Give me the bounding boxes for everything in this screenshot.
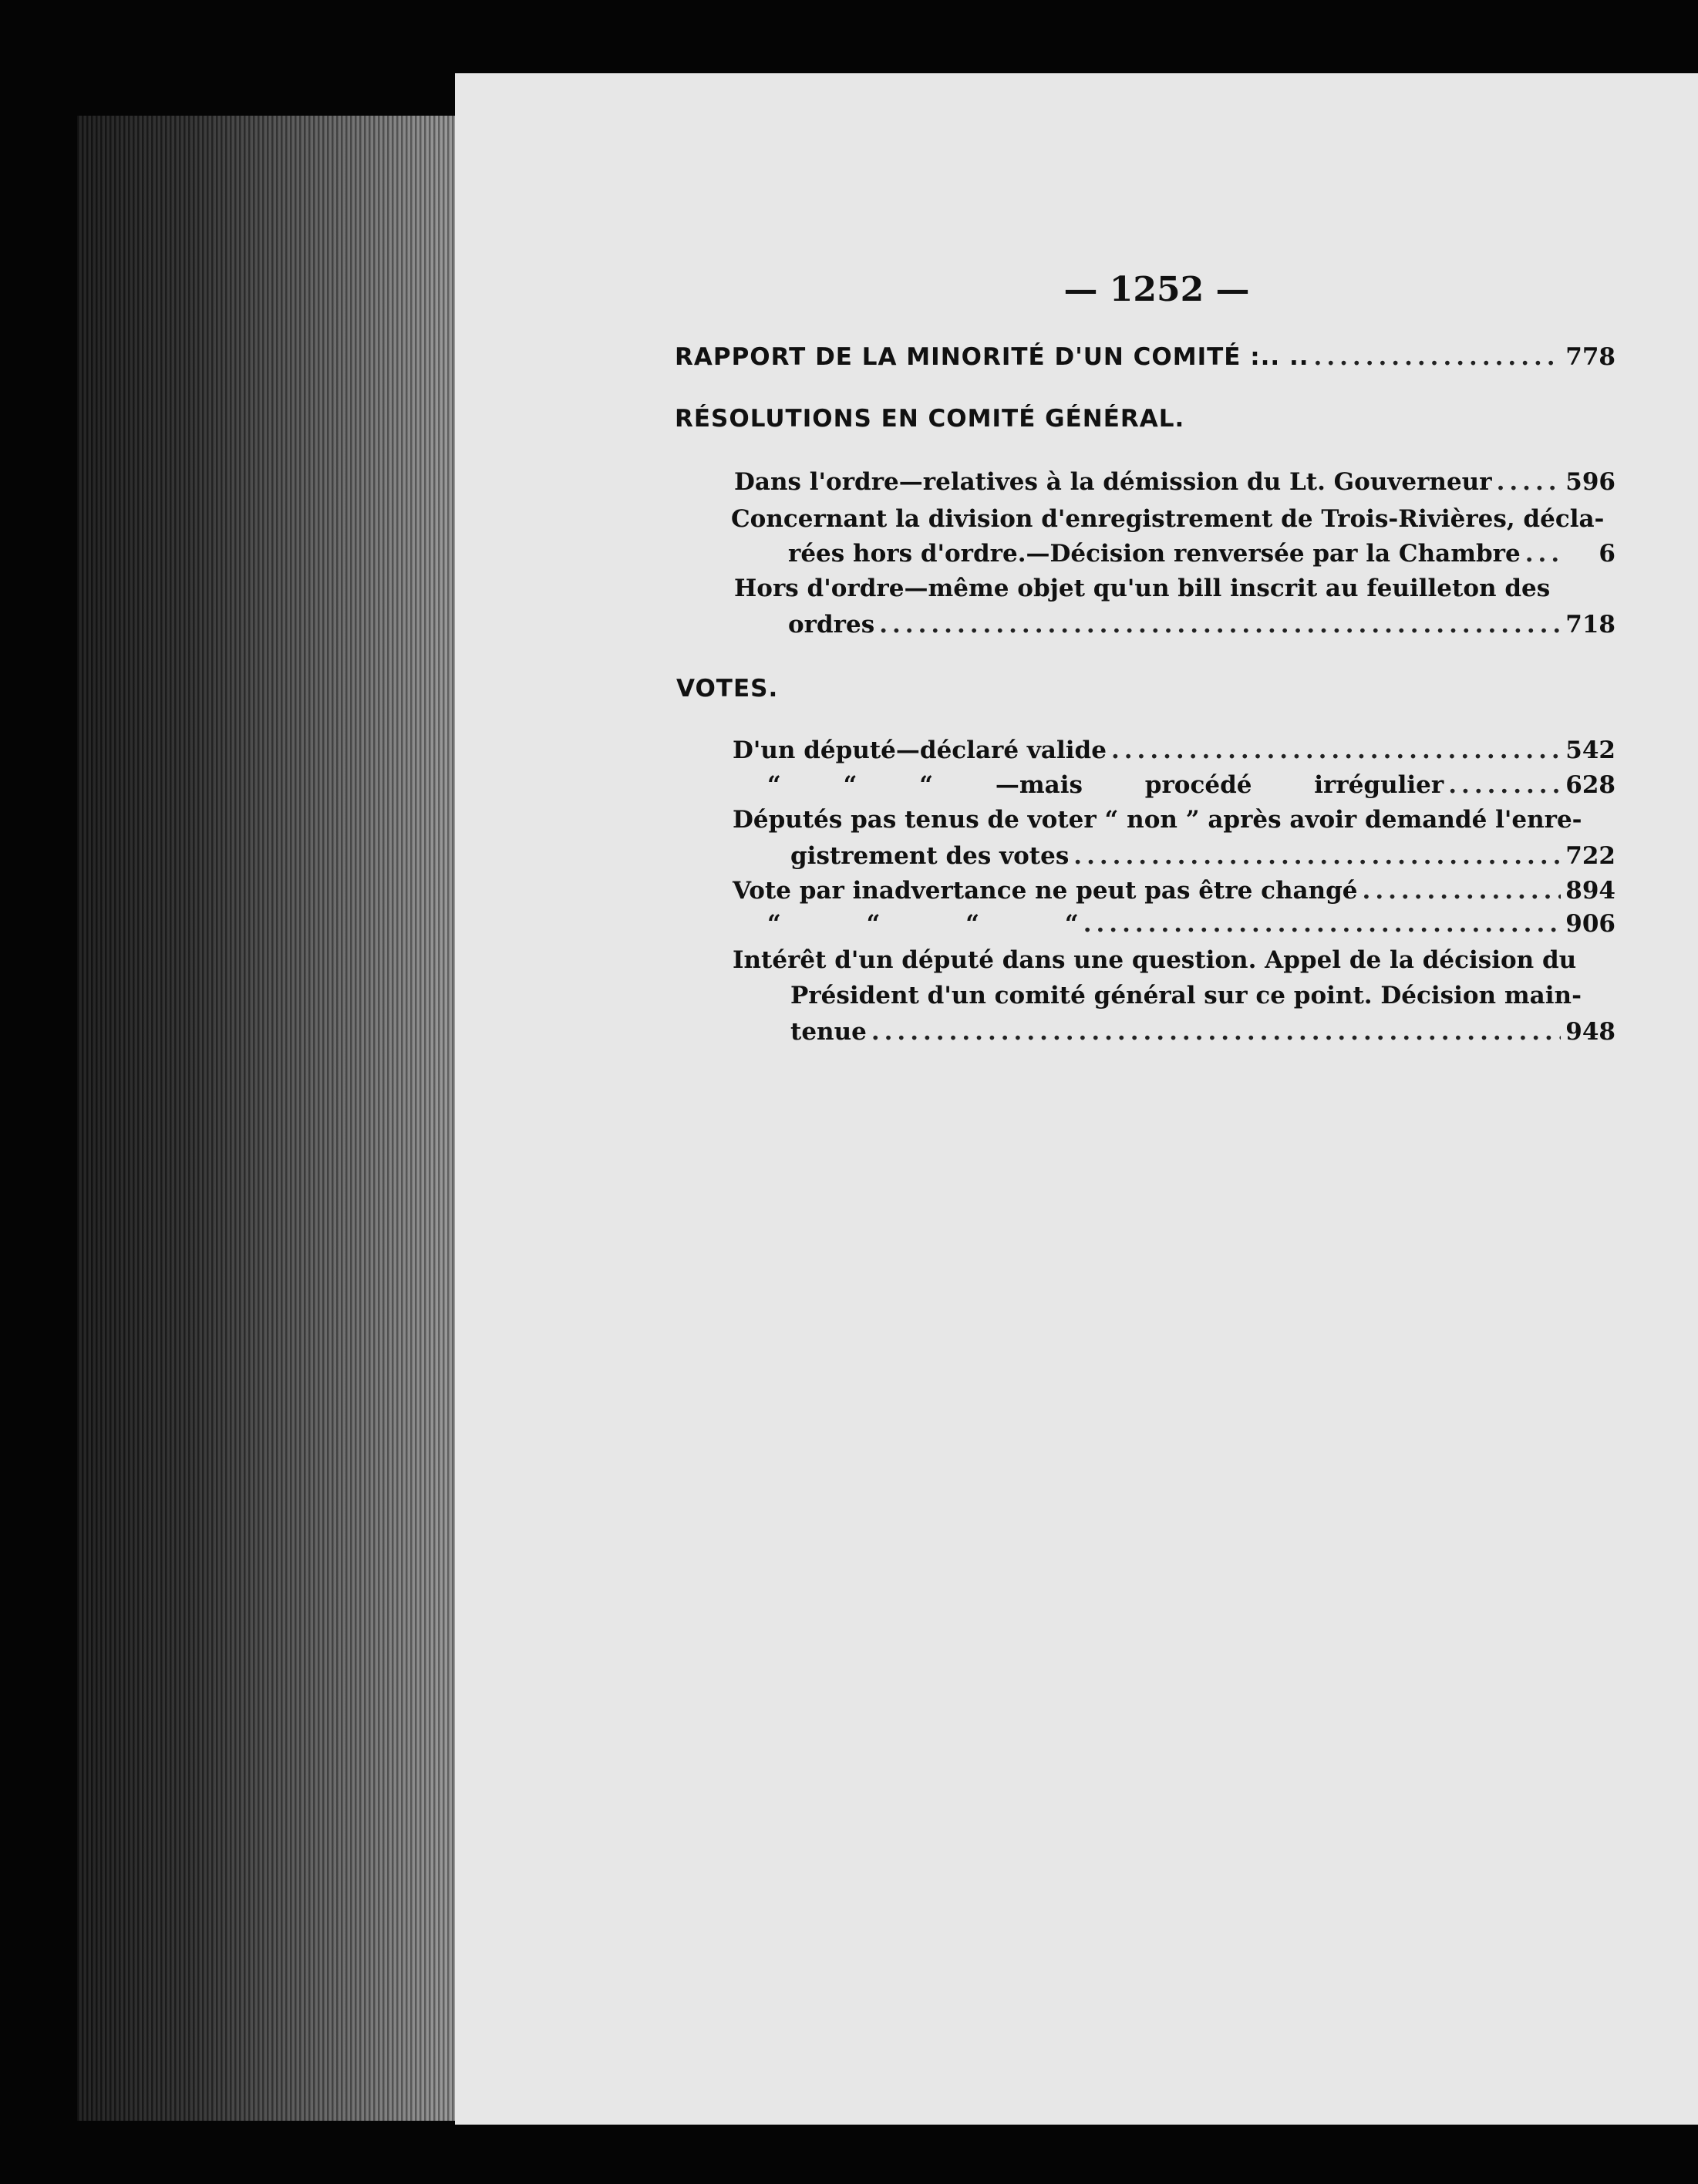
book-page-edges xyxy=(77,116,463,2121)
index-entry xyxy=(733,877,1615,905)
page-ref: 6 xyxy=(1599,540,1615,568)
entry-text-line1: Hors d'ordre—même objet qu'un bill inscrit au feuilleton des xyxy=(734,575,1551,602)
index-entry xyxy=(788,611,1615,639)
entry-text-line1: Concernant la division d'enregistrement de Trois-Rivières, décla- xyxy=(731,505,1605,533)
entry-text-line2: ordres xyxy=(788,611,875,639)
entry-text-line1: Intérêt d'un député dans une question. Appel de la décision du xyxy=(733,946,1577,974)
page-number: — 1252 — xyxy=(1063,270,1250,309)
index-entry xyxy=(788,540,1615,568)
section-title: RAPPORT DE LA MINORITÉ D'UN COMITÉ :.. .. xyxy=(675,343,1309,371)
page-ref: 948 xyxy=(1565,1018,1615,1046)
leader-dots xyxy=(871,1018,1561,1046)
scan-border xyxy=(0,2125,1698,2184)
leader-dots xyxy=(879,611,1561,639)
entry-text: D'un député—déclaré valide xyxy=(733,736,1107,764)
section-rapport xyxy=(675,343,1615,371)
index-entry xyxy=(790,1018,1615,1046)
entry-text-line1: Députés pas tenus de voter “ non ” après avoir demandé l'enre- xyxy=(733,806,1582,834)
page-ref: 542 xyxy=(1565,736,1615,764)
page-sheet xyxy=(455,73,1698,2125)
leader-dots xyxy=(1314,343,1562,371)
index-entry xyxy=(767,910,1615,938)
index-entry xyxy=(790,842,1615,870)
leader-dots xyxy=(1448,771,1561,799)
entry-text-line3: tenue xyxy=(790,1018,867,1046)
page-ref: 722 xyxy=(1565,842,1615,870)
page-ref: 894 xyxy=(1565,877,1615,905)
page-ref: 906 xyxy=(1565,910,1615,938)
entry-text-line2: gistrement des votes xyxy=(790,842,1070,870)
page-ref: 778 xyxy=(1565,343,1615,371)
entry-text-line2: rées hors d'ordre.—Décision renversée par la Chambre xyxy=(788,540,1521,568)
leader-dots xyxy=(1497,468,1562,496)
index-entry xyxy=(733,736,1615,764)
entry-text: Dans l'ordre—relatives à la démission du Lt. Gouverneur xyxy=(734,468,1492,496)
leader-dots xyxy=(1111,736,1561,764)
leader-dots xyxy=(1073,842,1561,870)
index-entry xyxy=(734,468,1615,496)
entry-text: Vote par inadvertance ne peut pas être changé xyxy=(733,877,1358,905)
index-entry xyxy=(767,771,1615,799)
page-ref: 718 xyxy=(1565,611,1615,639)
entry-text: “ “ “ —mais procédé irrégulier xyxy=(767,771,1444,799)
page-ref: 596 xyxy=(1565,468,1615,496)
entry-text-line2: Président d'un comité général sur ce point. Décision main- xyxy=(790,982,1582,1009)
entry-text: “ “ “ “ xyxy=(767,910,1079,938)
section-title-resolutions: RÉSOLUTIONS EN COMITÉ GÉNÉRAL. xyxy=(675,405,1185,433)
section-title-votes: VOTES. xyxy=(676,675,779,703)
leader-dots xyxy=(1083,910,1562,938)
leader-dots xyxy=(1363,877,1562,905)
page-ref: 628 xyxy=(1565,771,1615,799)
leader-dots xyxy=(1525,540,1565,568)
